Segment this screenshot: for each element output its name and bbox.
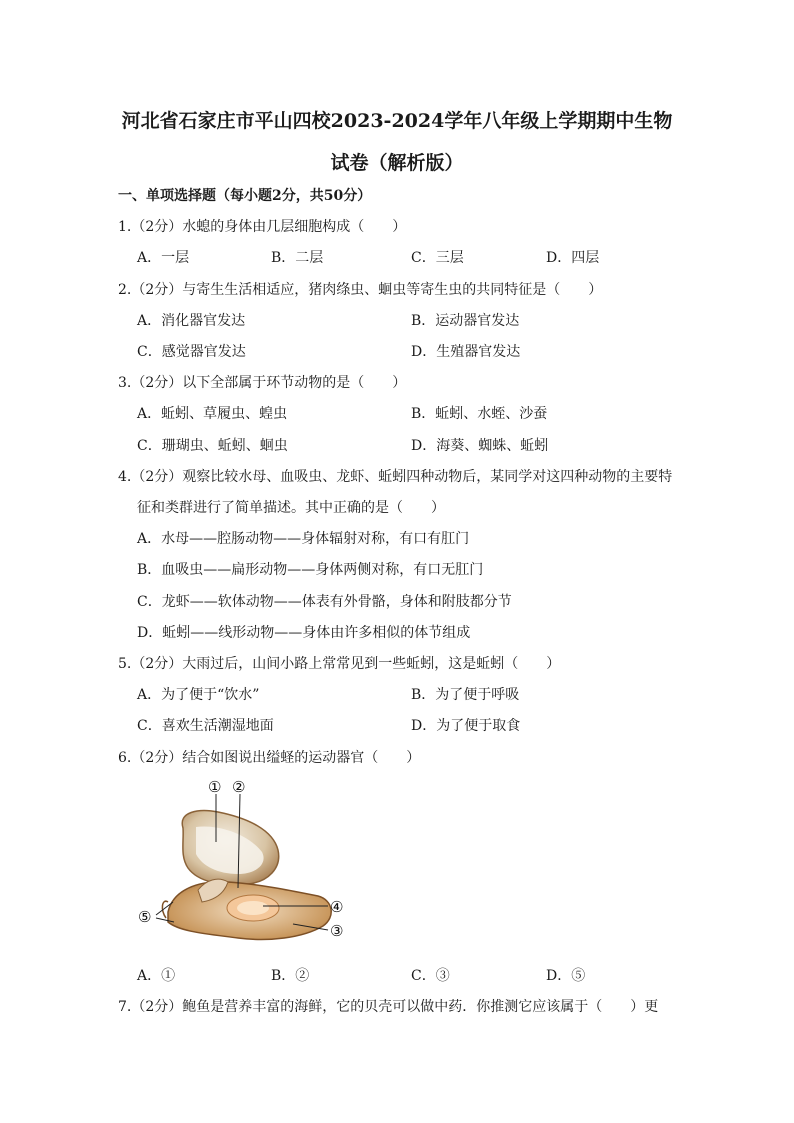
q2-option-b[interactable]: B．运动器官发达 bbox=[411, 313, 520, 329]
q4-option-c[interactable]: C．龙虾——软体动物——体表有外骨骼，身体和附肢都分节 bbox=[137, 594, 512, 610]
doc-title-line1: 河北省石家庄市平山四校2023-2024学年八年级上学期期中生物 bbox=[121, 110, 673, 132]
q5-option-d[interactable]: D．为了便于取食 bbox=[411, 718, 521, 734]
q6-option-c[interactable]: C．③ bbox=[411, 968, 450, 984]
q5-option-b[interactable]: B．为了便于呼吸 bbox=[411, 687, 520, 703]
q4-option-b[interactable]: B．血吸虫——扁形动物——身体两侧对称，有口无肛门 bbox=[137, 562, 484, 578]
q5-option-c[interactable]: C．喜欢生活潮湿地面 bbox=[137, 718, 274, 734]
q1-option-c[interactable]: C．三层 bbox=[411, 250, 464, 266]
razor-clam-figure bbox=[128, 772, 368, 952]
q2-option-d[interactable]: D．生殖器官发达 bbox=[411, 344, 521, 360]
q5-option-a[interactable]: A．为了便于“饮水” bbox=[137, 687, 260, 703]
question-4-stem-line1: 4.（2分）观察比较水母、血吸虫、龙虾、蚯蚓四种动物后，某同学对这四种动物的主要特 bbox=[118, 469, 673, 485]
question-6-stem: 6.（2分）结合如图说出缢蛏的运动器官（ ） bbox=[118, 750, 421, 766]
figure-label-3: ③ bbox=[330, 922, 344, 940]
q3-option-b[interactable]: B．蚯蚓、水蛭、沙蚕 bbox=[411, 406, 548, 422]
q1-option-d[interactable]: D．四层 bbox=[546, 250, 600, 266]
q3-option-c[interactable]: C．珊瑚虫、蚯蚓、蛔虫 bbox=[137, 438, 288, 454]
clam-shell-shape bbox=[182, 811, 278, 885]
figure-label-5: ⑤ bbox=[138, 908, 152, 926]
q4-option-a[interactable]: A．水母——腔肠动物——身体辐射对称，有口有肛门 bbox=[137, 531, 470, 547]
question-3-stem: 3.（2分）以下全部属于环节动物的是（ ） bbox=[118, 375, 407, 391]
question-4-stem-line2: 征和类群进行了简单描述。其中正确的是（ ） bbox=[137, 500, 445, 516]
q2-option-a[interactable]: A．消化器官发达 bbox=[137, 313, 246, 329]
q1-option-b[interactable]: B．二层 bbox=[271, 250, 324, 266]
figure-label-1: ① bbox=[208, 778, 222, 796]
q6-option-b[interactable]: B．② bbox=[271, 968, 310, 984]
clam-body-shape bbox=[162, 879, 331, 939]
q4-option-d[interactable]: D．蚯蚓——线形动物——身体由许多相似的体节组成 bbox=[137, 625, 471, 641]
figure-label-2: ② bbox=[232, 778, 246, 796]
question-1-stem: 1.（2分）水螅的身体由几层细胞构成（ ） bbox=[118, 219, 407, 235]
q3-option-d[interactable]: D．海葵、蜘蛛、蚯蚓 bbox=[411, 438, 549, 454]
question-5-stem: 5.（2分）大雨过后，山间小路上常常见到一些蚯蚓，这是蚯蚓（ ） bbox=[118, 656, 561, 672]
section-heading: 一、单项选择题（每小题2分，共50分） bbox=[118, 188, 372, 204]
doc-title-line2: 试卷（解析版） bbox=[330, 152, 464, 174]
q6-option-a[interactable]: A．① bbox=[137, 968, 176, 984]
q1-option-a[interactable]: A．一层 bbox=[137, 250, 190, 266]
q6-option-d[interactable]: D．⑤ bbox=[546, 968, 586, 984]
q3-option-a[interactable]: A．蚯蚓、草履虫、蝗虫 bbox=[137, 406, 288, 422]
figure-label-4: ④ bbox=[330, 898, 344, 916]
question-7-stem: 7.（2分）鲍鱼是营养丰富的海鲜，它的贝壳可以做中药．你推测它应该属于（ ）更 bbox=[118, 999, 659, 1015]
question-2-stem: 2.（2分）与寄生生活相适应，猪肉绦虫、蛔虫等寄生虫的共同特征是（ ） bbox=[118, 282, 603, 298]
q2-option-c[interactable]: C．感觉器官发达 bbox=[137, 344, 246, 360]
